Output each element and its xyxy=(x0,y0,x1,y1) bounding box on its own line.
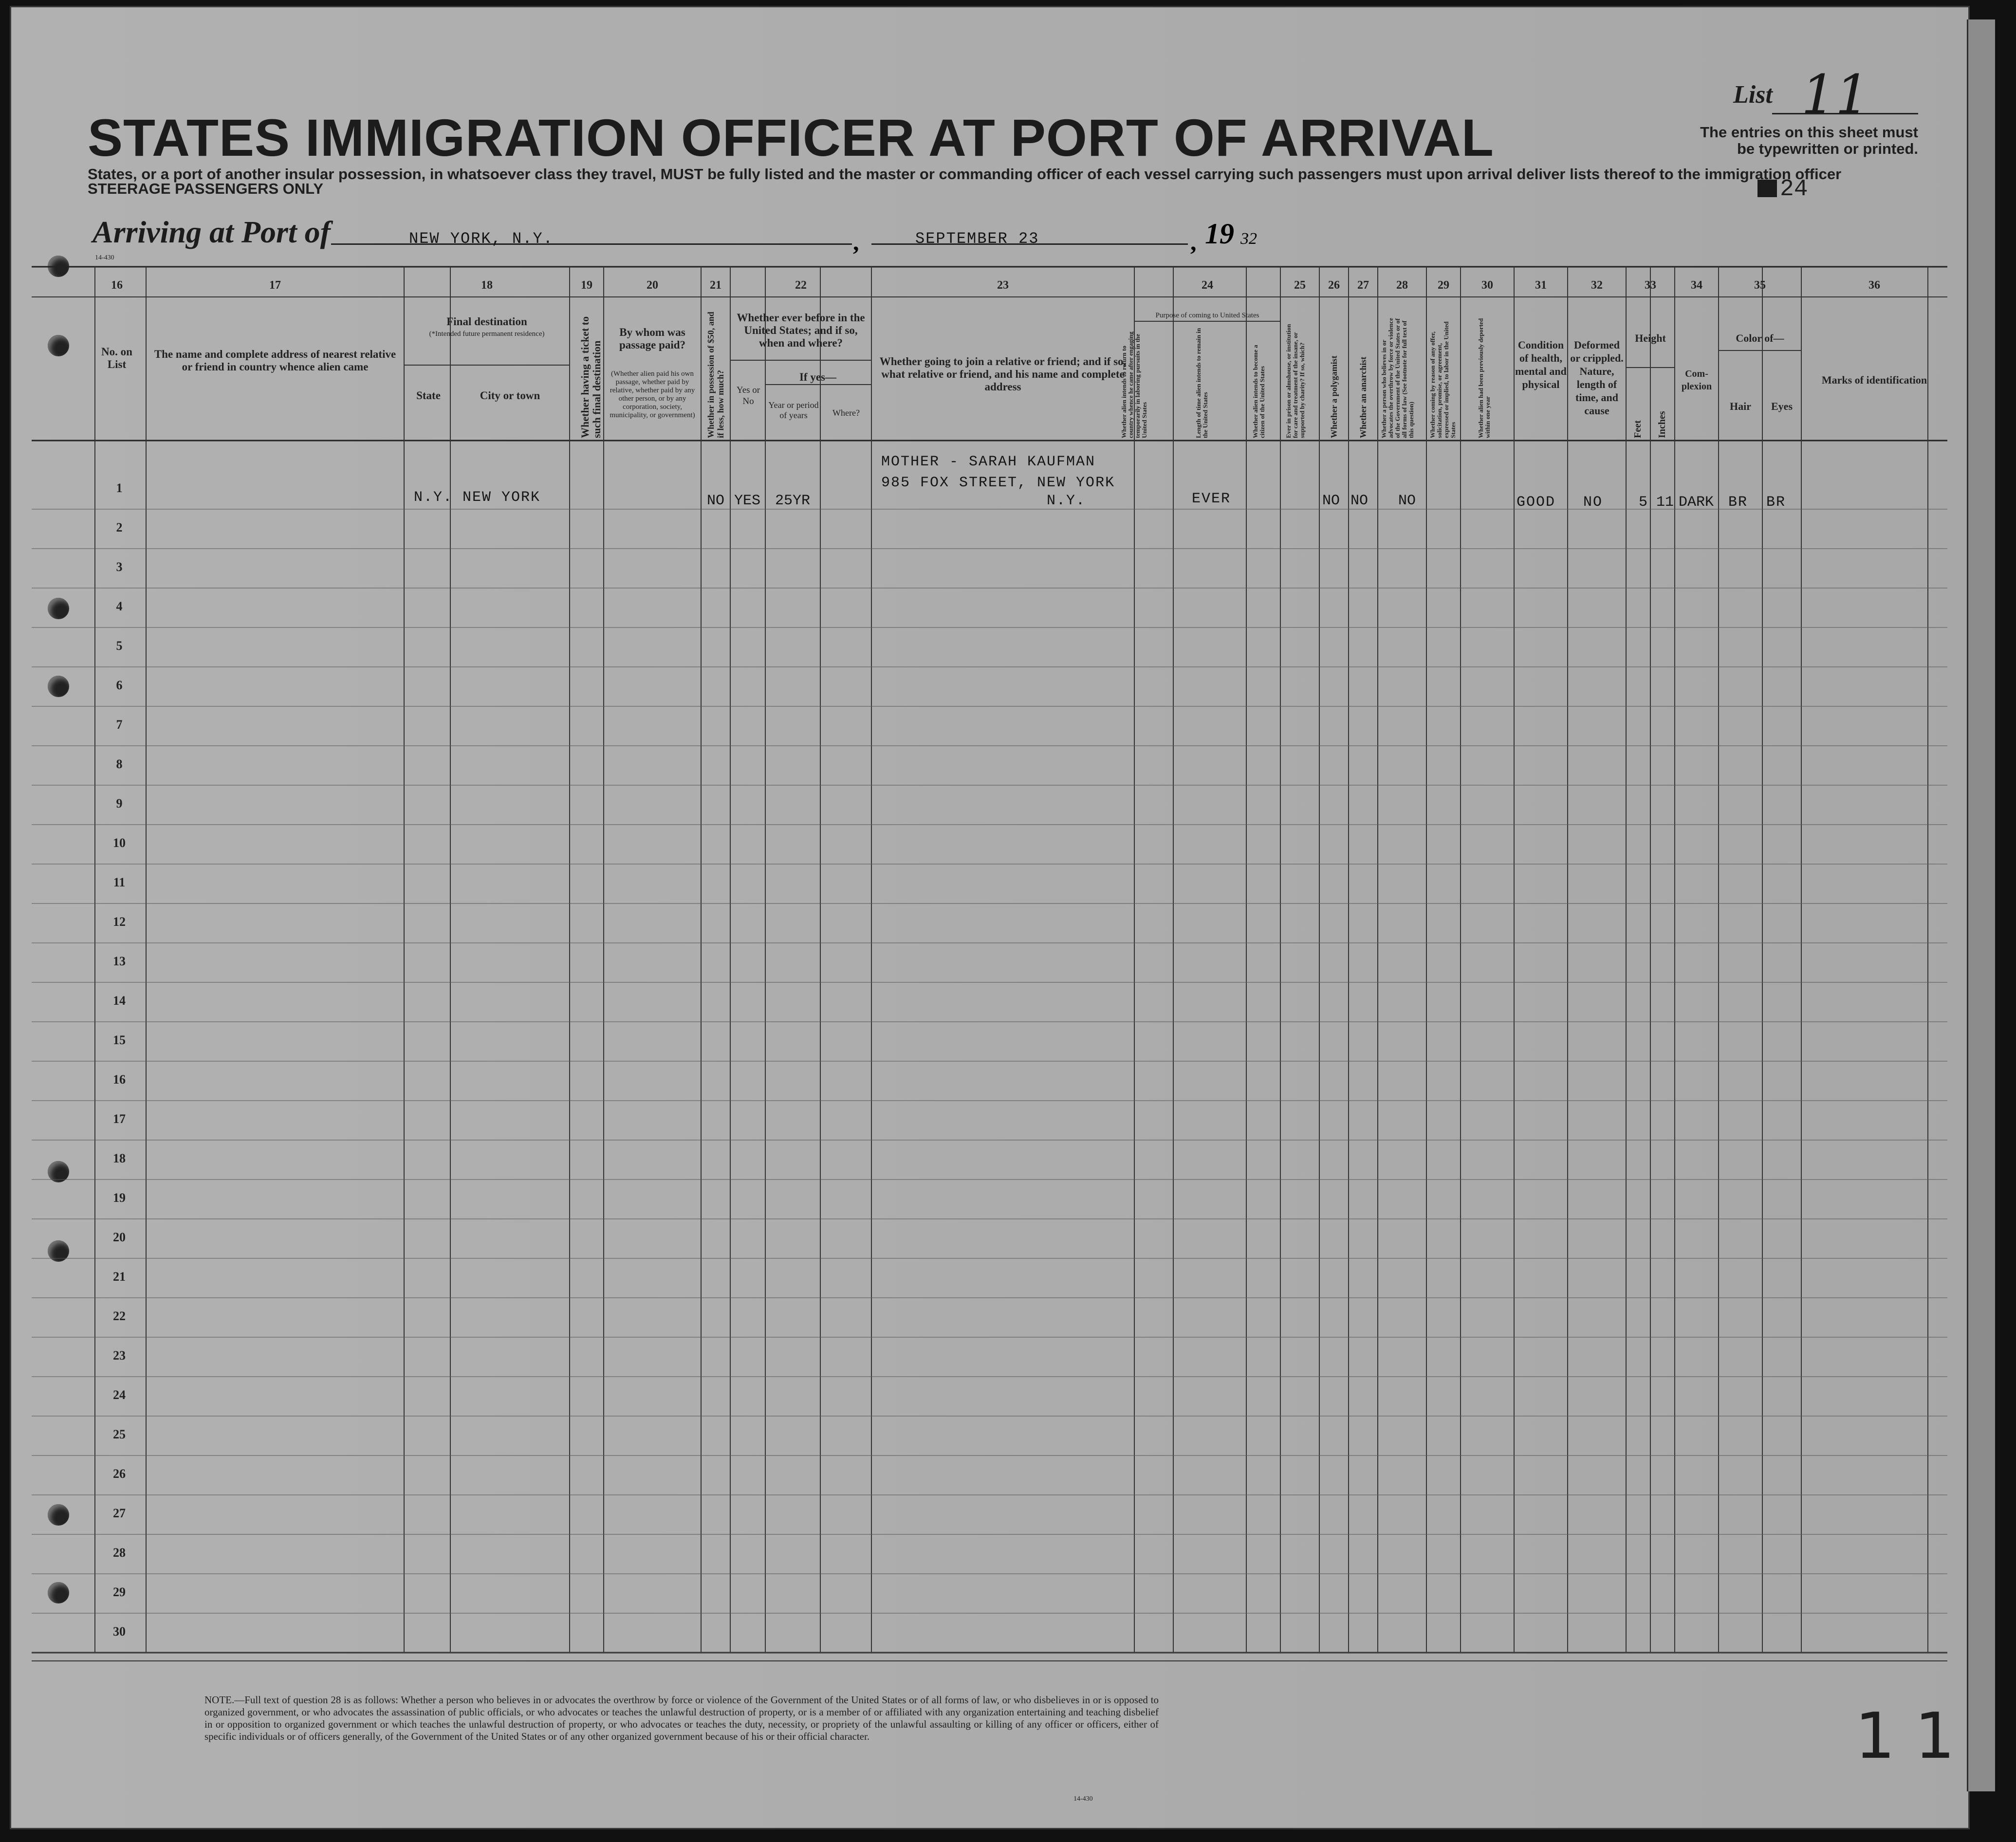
row-number: 28 xyxy=(113,1545,126,1560)
header-purpose: Purpose of coming to United States xyxy=(1155,312,1259,319)
entry-fifty-dollars: NO xyxy=(707,493,725,509)
port-value: NEW YORK, N.Y. xyxy=(409,230,554,248)
row-number: 17 xyxy=(113,1111,126,1126)
header-by-whom: By whom was passage paid? xyxy=(619,326,686,351)
header-final-destination: Final destination xyxy=(446,315,527,328)
entry-polygamist: NO xyxy=(1322,493,1340,509)
row-number: 22 xyxy=(113,1308,126,1323)
header-q29: Whether coming by reason of any offer, solicitation, promise, or agreement, expressed or implied, to labor in the United States xyxy=(1429,321,1457,438)
col-num-16: 16 xyxy=(111,279,123,292)
header-inches: Inches xyxy=(1657,411,1667,438)
col-num-32: 32 xyxy=(1591,279,1603,292)
header-by-whom-note: (Whether alien paid his own passage, whether paid by relative, whether paid by any other person, or by any corporation, society, municipality, or government) xyxy=(610,370,695,419)
entry-feet: 5 xyxy=(1639,494,1649,511)
header-eyes: Eyes xyxy=(1771,400,1793,412)
header-no-on-list: No. on List xyxy=(101,346,132,370)
col-num-19: 19 xyxy=(581,279,592,292)
entry-ever-before: YES xyxy=(734,493,761,509)
comma-1: , xyxy=(853,228,859,256)
header-purpose-a: Whether alien intends to return to country whence he came after engaging temporarily in laboring pursuits in the United States xyxy=(1120,332,1148,438)
row-number: 11 xyxy=(113,875,126,889)
row-number: 19 xyxy=(113,1190,126,1205)
col-num-22: 22 xyxy=(795,279,807,292)
header-color-of: Color of— xyxy=(1736,332,1784,344)
passenger-class: STEERAGE PASSENGERS ONLY xyxy=(88,180,324,197)
header-where: Where? xyxy=(832,408,860,418)
row-number: 29 xyxy=(113,1584,126,1599)
row-number: 23 xyxy=(113,1348,126,1363)
row-number: 7 xyxy=(116,717,123,732)
col-num-18: 18 xyxy=(481,279,493,292)
header-final-destination-note: (*Intended future permanent residence) xyxy=(429,330,545,338)
entry-relative-line-3: N.Y. xyxy=(1047,493,1086,509)
row-number: 13 xyxy=(113,954,126,968)
row-number: 26 xyxy=(113,1466,126,1481)
entry-hair: BR xyxy=(1728,494,1748,511)
header-marks: Marks of identification xyxy=(1821,374,1927,386)
header-yes-or-no: Yes or No xyxy=(736,385,760,406)
list-label: List xyxy=(1733,81,1773,109)
form-code-top: 14-430 xyxy=(95,254,114,261)
entry-complexion: DARK xyxy=(1679,494,1714,511)
col-num-31: 31 xyxy=(1535,279,1547,292)
header-join-relative: Whether going to join a relative or friend; and if so, what relative or friend, and his name and complete address xyxy=(879,355,1127,393)
entry-q28: NO xyxy=(1398,493,1416,509)
row-number: 15 xyxy=(113,1032,126,1047)
header-purpose-c: Whether alien intends to become a citizen of the United States xyxy=(1252,345,1266,438)
row-number: 25 xyxy=(113,1427,126,1441)
col-num-17: 17 xyxy=(269,279,281,292)
form-code: 14-430 xyxy=(1073,1795,1093,1803)
entry-eyes: BR xyxy=(1766,494,1786,511)
header-height: Height xyxy=(1635,332,1666,344)
header-q30: Whether alien had been previously deported within one year xyxy=(1477,318,1491,438)
row-number: 10 xyxy=(113,835,126,850)
header-deformed: Deformed or crippled. Nature, length of time, and cause xyxy=(1570,339,1624,417)
entry-city: NEW YORK xyxy=(462,489,541,506)
header-hair: Hair xyxy=(1730,400,1751,412)
row-number: 1 xyxy=(116,480,123,495)
entry-period: 25YR xyxy=(775,493,811,509)
col-num-29: 29 xyxy=(1438,279,1449,292)
col-num-28: 28 xyxy=(1396,279,1408,292)
year-prefix: 19 xyxy=(1205,218,1234,250)
row-number: 27 xyxy=(113,1506,126,1520)
header-city: City or town xyxy=(480,389,540,402)
entries-note-line-2: be typewritten or printed. xyxy=(1737,140,1918,157)
entry-health: GOOD xyxy=(1517,494,1556,511)
entry-inches: 11 xyxy=(1656,494,1674,511)
col-num-25: 25 xyxy=(1294,279,1306,292)
header-ever-before: Whether ever before in the United States; and if so, when and where? xyxy=(737,312,865,349)
header-health: Condition of health, mental and physical xyxy=(1515,339,1567,390)
date-value: SEPTEMBER 23 xyxy=(915,230,1039,248)
row-number: 21 xyxy=(113,1269,126,1284)
header-prison: Ever in prison or almshouse, or institution for care and treatment of the insane, or supported by charity? If so, which? xyxy=(1285,324,1306,438)
entry-state: N.Y. xyxy=(414,489,453,506)
header-purpose-b: Length of time alien intends to remain in the United States xyxy=(1195,328,1209,438)
entry-relative-line-2: 985 FOX STREET, NEW YORK xyxy=(881,475,1115,491)
row-number: 4 xyxy=(116,599,123,613)
col-num-27: 27 xyxy=(1357,279,1369,292)
row-number: 8 xyxy=(116,756,123,771)
sheet-number-value: 24 xyxy=(1780,176,1808,203)
header-feet: Feet xyxy=(1632,420,1643,438)
page-title: STATES IMMIGRATION OFFICER AT PORT OF ARRIVAL xyxy=(88,108,1494,167)
col-num-21: 21 xyxy=(710,279,721,292)
header-polygamist: Whether a polygamist xyxy=(1329,355,1339,438)
col-num-35: 35 xyxy=(1754,279,1766,292)
list-number: 11 xyxy=(1801,63,1869,126)
header-complexion: Com-plexion xyxy=(1681,368,1712,392)
col-num-26: 26 xyxy=(1328,279,1340,292)
row-number: 5 xyxy=(116,638,123,653)
header-year-period: Year or period of years xyxy=(768,400,819,420)
col-num-34: 34 xyxy=(1691,279,1702,292)
header-fifty-dollars: Whether in possession of $50, and if less, how much? xyxy=(706,312,725,438)
entry-length-of-stay: EVER xyxy=(1192,491,1231,507)
header-anarchist: Whether an anarchist xyxy=(1358,356,1368,438)
header-if-yes: If yes— xyxy=(799,371,837,383)
arriving-label: Arriving at Port of xyxy=(92,215,331,249)
col-num-23: 23 xyxy=(997,279,1009,292)
col-num-24: 24 xyxy=(1202,279,1213,292)
row-number: 9 xyxy=(116,796,123,810)
header-ticket: Whether having a ticket to such final destination xyxy=(579,316,603,438)
col-num-20: 20 xyxy=(647,279,658,292)
tally-mark: 11 xyxy=(1855,1699,1975,1773)
entry-anarchist: NO xyxy=(1350,493,1369,509)
entries-note-line-1: The entries on this sheet must xyxy=(1700,124,1918,141)
header-state: State xyxy=(416,389,441,402)
row-number: 12 xyxy=(113,914,126,929)
row-number: 6 xyxy=(116,678,123,692)
instructions: States, or a port of another insular possession, in whatsoever class they travel, MUST be fully listed and the master or commanding officer of each vessel carrying such passengers must upon arrival deliver lists thereof to the immigration officer xyxy=(88,166,1842,183)
header-nearest-relative: The name and complete address of nearest relative or friend in country whence alien came xyxy=(154,348,396,373)
row-number: 30 xyxy=(113,1624,126,1639)
row-number: 14 xyxy=(113,993,126,1008)
row-number: 20 xyxy=(113,1230,126,1244)
row-number: 24 xyxy=(113,1387,126,1402)
entry-relative-line-1: MOTHER - SARAH KAUFMAN xyxy=(881,454,1096,470)
col-num-33: 33 xyxy=(1645,279,1656,292)
row-number: 3 xyxy=(116,559,123,574)
footnote: NOTE.—Full text of question 28 is as follows: Whether a person who believes in or advocates the overthrow by force or violence of the Government of the United States or of all forms of law, or who disbelieves in or is opposed to organized government, or who advocates the assassination of public officials, or who advocates or teaches the unlawful destruction of property, or is a member of or affiliated with any organization entertaining and teaching disbelief in or opposition to organized government or which teaches the unlawful destruction of property, or who advocates or teaches the duty, necessity, or propriety of the unlawful assaulting or killing of any officer or officers, either of specific individuals or of officers generally, of the Government of the United States or of any other organized government because of his or their official character. xyxy=(204,1694,1159,1742)
entry-deformed: NO xyxy=(1583,494,1603,511)
col-num-36: 36 xyxy=(1868,279,1880,292)
col-num-30: 30 xyxy=(1481,279,1493,292)
year-suffix: 32 xyxy=(1240,230,1257,248)
header-q28: Whether a person who believes in or advocates the overthrow by force or violence of the Government of the United States or of all forms of law (See footnote for full text of this question) xyxy=(1380,318,1415,438)
row-number: 16 xyxy=(113,1072,126,1087)
row-number: 2 xyxy=(116,520,123,534)
row-number: 18 xyxy=(113,1151,126,1165)
comma-2: , xyxy=(1190,228,1197,256)
